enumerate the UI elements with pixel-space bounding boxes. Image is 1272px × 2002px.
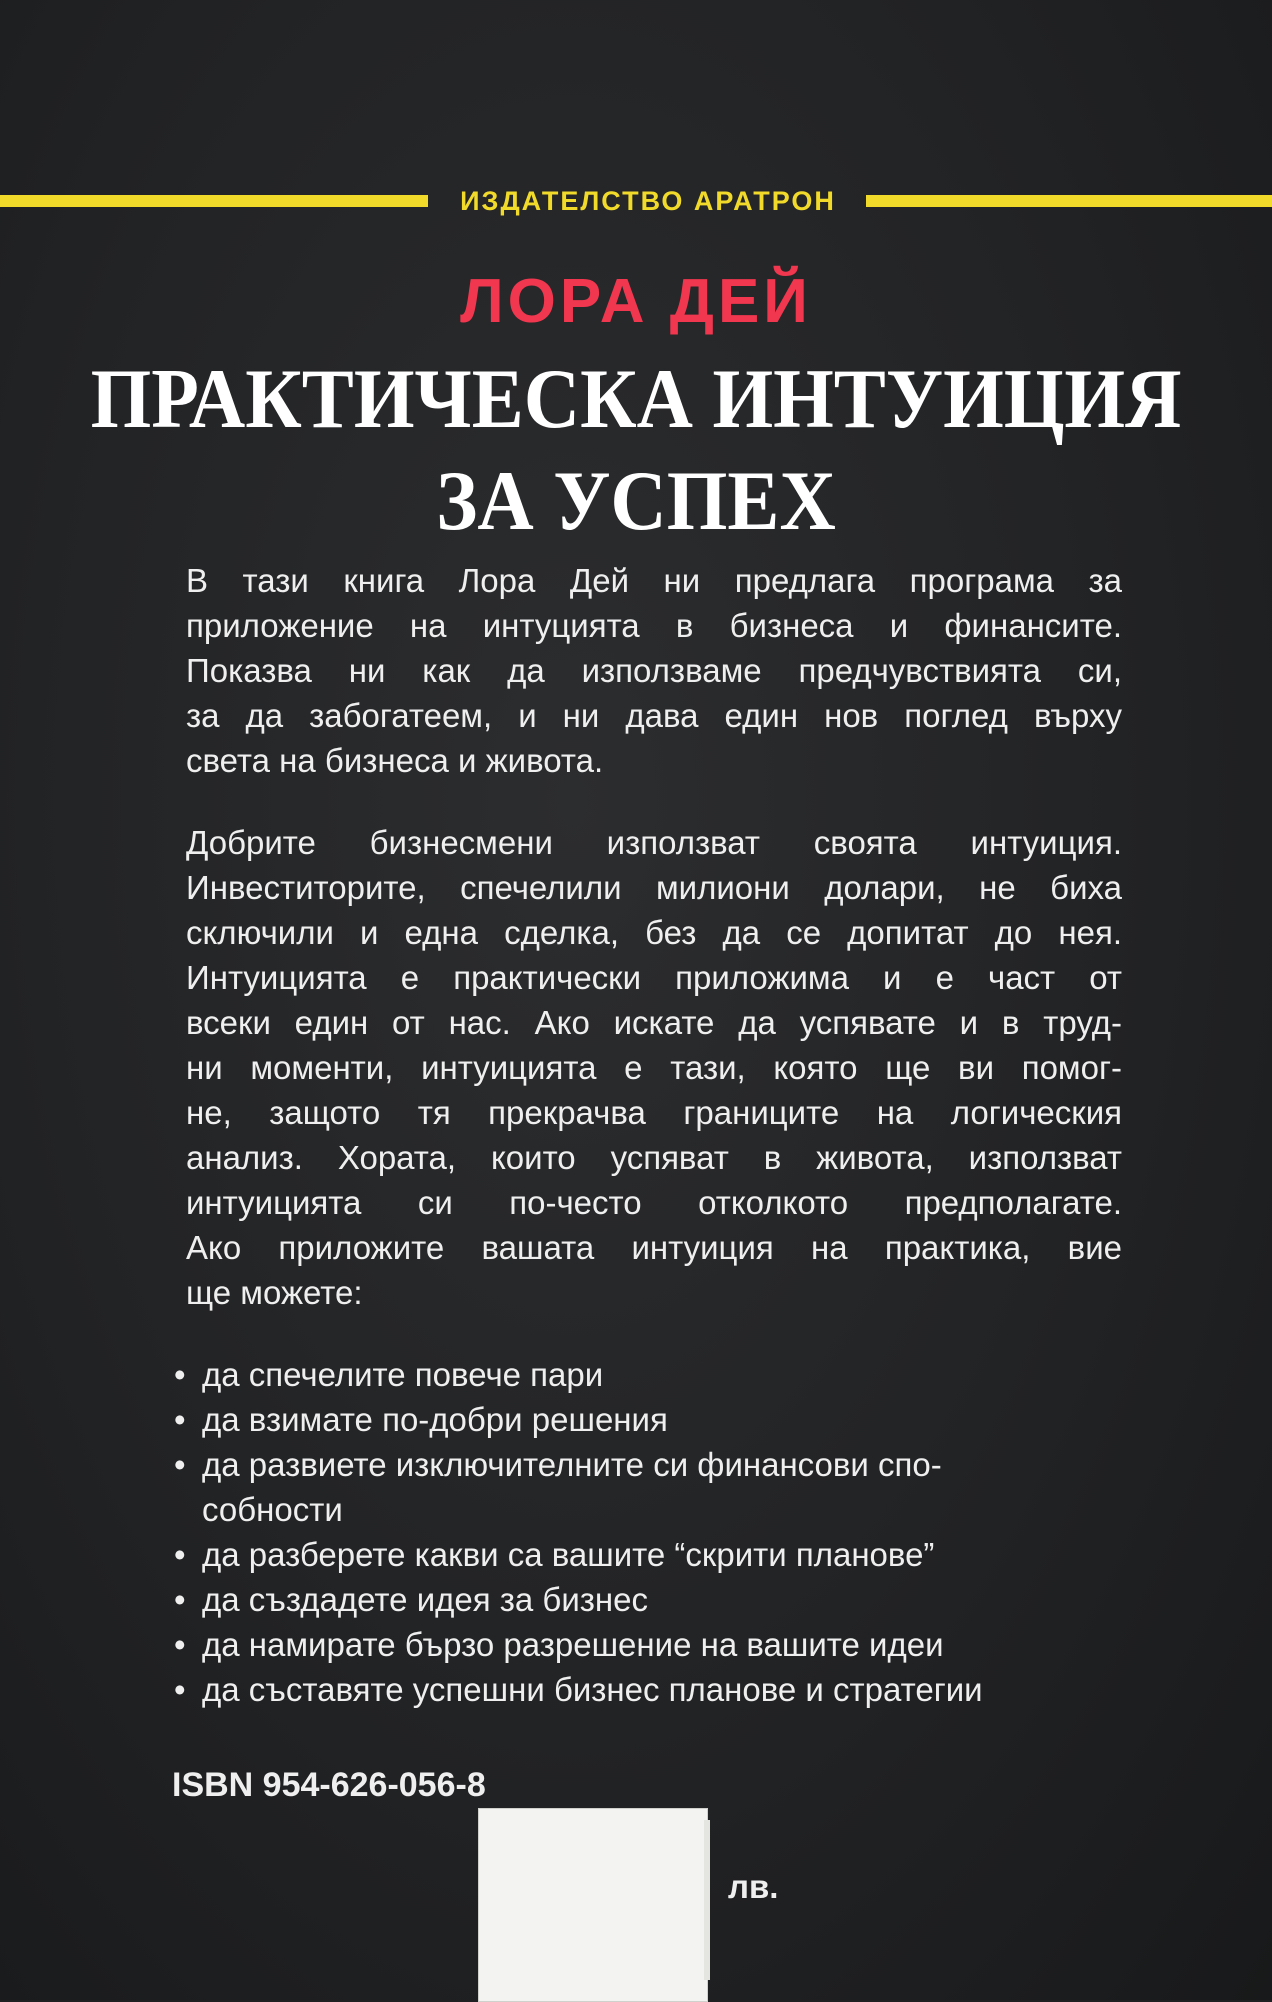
isbn-number: ISBN 954-626-056-8 bbox=[172, 1766, 486, 1804]
bullet-icon: • bbox=[174, 1581, 186, 1618]
paragraph-line: не, защото тя прекрачва границите на логическия bbox=[186, 1094, 1122, 1131]
paragraph-line: ни моменти, интуицията е тази, която ще ви помог- bbox=[186, 1049, 1122, 1086]
author-name: ЛОРА ДЕЙ bbox=[460, 267, 812, 336]
paragraph-line: всеки един от нас. Ако искате да успявате и в труд- bbox=[186, 1004, 1122, 1041]
bullet-icon: • bbox=[174, 1626, 186, 1663]
list-item bbox=[172, 1352, 1122, 1397]
list-item-text: да създадете идея за бизнес bbox=[202, 1581, 648, 1618]
paragraph-line: приложение на интуцията в бизнеса и финансите. bbox=[186, 607, 1122, 644]
price-sticker-fold bbox=[704, 1820, 710, 1980]
list-item bbox=[172, 1532, 1122, 1577]
bullet-icon: • bbox=[174, 1356, 186, 1393]
list-item bbox=[172, 1622, 1122, 1667]
paragraph-line: Интуицията е практически приложима и е част от bbox=[186, 959, 1122, 996]
paragraph-line: Показва ни как да използваме предчувствията си, bbox=[186, 652, 1122, 689]
book-title-line-2: ЗА УСПЕХ bbox=[436, 453, 836, 548]
paragraph-line: Добрите бизнесмени използват своята интуиция. bbox=[186, 824, 1122, 861]
list-item-text: да намирате бързо разрешение на вашите идеи bbox=[202, 1626, 944, 1663]
bullet-icon: • bbox=[174, 1446, 186, 1483]
paragraph-line: сключили и една сделка, без да се допитат до нея. bbox=[186, 914, 1122, 951]
book-title-line-1: ПРАКТИЧЕСКА ИНТУИЦИЯ bbox=[90, 351, 1182, 446]
publisher-bar-left bbox=[0, 195, 428, 207]
bullet-icon: • bbox=[174, 1536, 186, 1573]
list-item-text: да разберете какви са вашите “скрити планове” bbox=[202, 1536, 935, 1573]
price-sticker bbox=[478, 1808, 708, 2002]
description-paragraph-1 bbox=[186, 558, 1122, 783]
list-item bbox=[172, 1442, 1122, 1532]
list-item-text: да взимате по-добри решения bbox=[202, 1401, 668, 1438]
paragraph-line: интуицията си по-често отколкото предполагате. bbox=[186, 1184, 1122, 1221]
list-item-text: да спечелите повече пари bbox=[202, 1356, 604, 1393]
bullet-icon: • bbox=[174, 1401, 186, 1438]
list-item bbox=[172, 1397, 1122, 1442]
description-paragraph-2 bbox=[186, 820, 1122, 1315]
bullet-icon: • bbox=[174, 1671, 186, 1708]
price-currency: лв. bbox=[728, 1868, 779, 1905]
paragraph-line: Инвеститорите, спечелили милиони долари, не биха bbox=[186, 869, 1122, 906]
publisher-banner bbox=[0, 186, 1272, 216]
list-item-text: да развиете изключителните си финансови спо- bbox=[202, 1446, 942, 1483]
list-item bbox=[172, 1577, 1122, 1622]
list-item bbox=[172, 1667, 1122, 1712]
list-item-text: да съставяте успешни бизнес планове и стратегии bbox=[202, 1671, 983, 1708]
publisher-name: ИЗДАТЕЛСТВО АРАТРОН bbox=[460, 186, 836, 216]
paragraph-line: света на бизнеса и живота. bbox=[186, 742, 604, 779]
publisher-bar-right bbox=[866, 195, 1272, 207]
paragraph-line: ще можете: bbox=[186, 1274, 363, 1311]
paragraph-line: Ако приложите вашата интуиция на практика, вие bbox=[186, 1229, 1122, 1266]
paragraph-line: за да забогатеем, и ни дава един нов поглед върху bbox=[186, 697, 1122, 734]
list-item-text-continued: собности bbox=[202, 1491, 343, 1528]
benefits-list bbox=[172, 1352, 1122, 1712]
paragraph-line: анализ. Хората, които успяват в живота, използват bbox=[186, 1139, 1122, 1176]
paragraph-line: В тази книга Лора Дей ни предлага програма за bbox=[186, 562, 1122, 599]
